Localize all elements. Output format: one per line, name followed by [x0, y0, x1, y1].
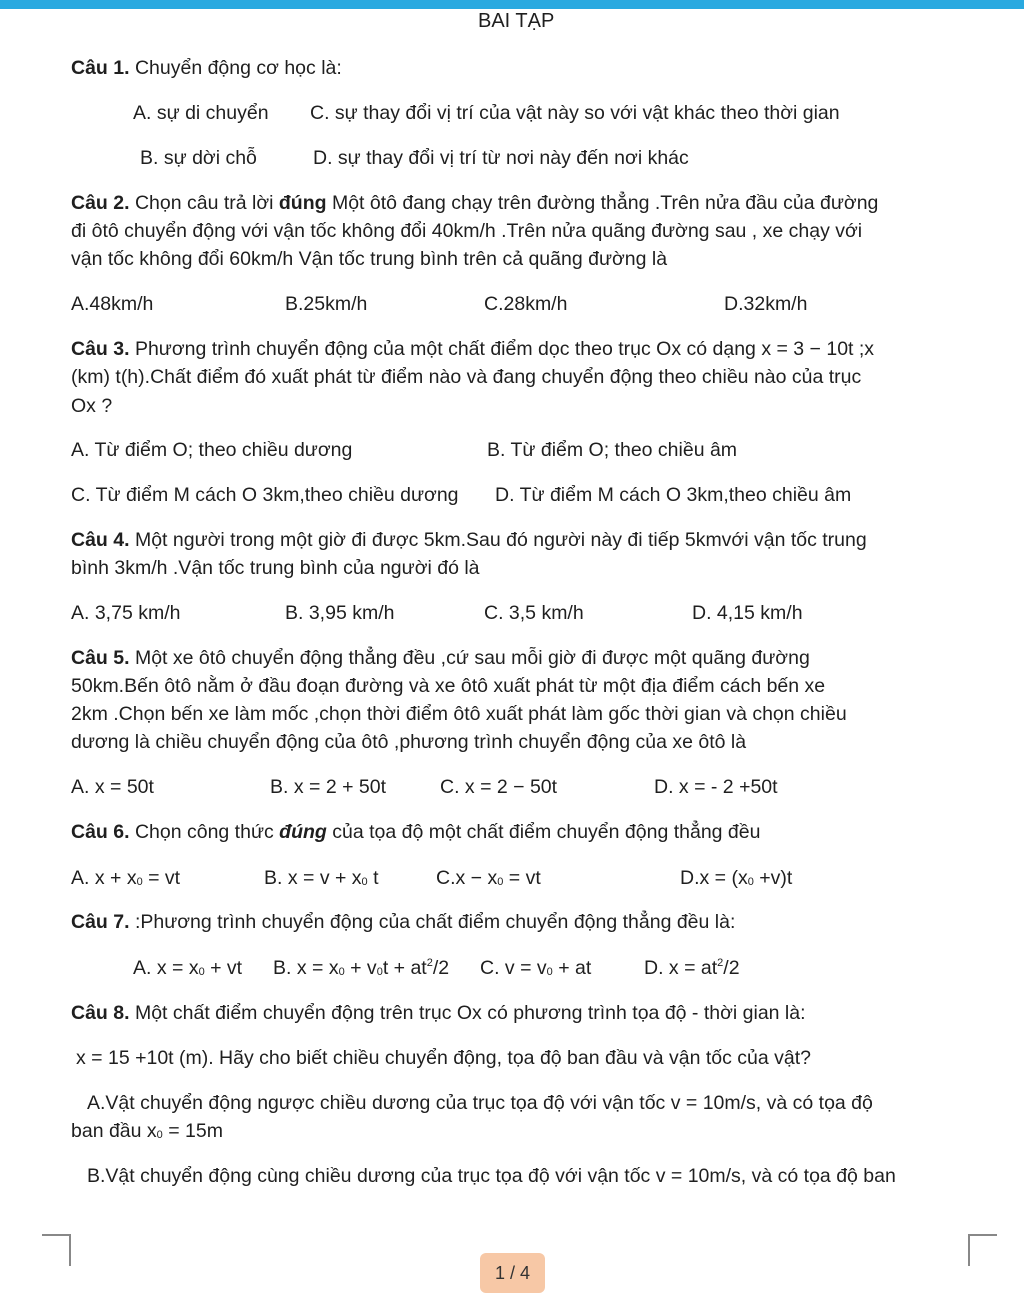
q1-option-d: D. sự thay đổi vị trí từ nơi này đến nơi khác — [313, 147, 689, 169]
question-6 — [71, 823, 760, 843]
question-label: Câu 4. — [71, 529, 130, 551]
q8-option-a-line-1: A.Vật chuyển động ngược chiều dương của trục tọa độ với vận tốc v = 10m/s, và có tọa độ — [87, 1092, 873, 1114]
q4-line-2: bình 3km/h .Vận tốc trung bình của người đó là — [71, 557, 480, 579]
question-label: Câu 2. — [71, 192, 130, 214]
question-text: Một xe ôtô chuyển động thẳng đều ,cứ sau mỗi giờ đi được một quãng đường — [129, 647, 810, 669]
question-text: Một người trong một giờ đi được 5km.Sau đó người này đi tiếp 5kmvới vận tốc trung — [129, 529, 867, 551]
q2-option-d: D.32km/h — [724, 293, 808, 315]
question-label: Câu 7. — [71, 911, 130, 933]
q2-option-c: C.28km/h — [484, 293, 568, 315]
q4-option-a: A. 3,75 km/h — [71, 602, 181, 624]
question-text: Phương trình chuyển động của một chất điểm dọc theo trục Ox có dạng x = 3 − 10t ;x — [129, 338, 875, 360]
q7-option-c: C. $v = v_0$ + at — [480, 957, 592, 979]
question-label: Câu 8. — [71, 1002, 130, 1024]
q4-option-d: D. 4,15 km/h — [692, 602, 803, 624]
q7-option-a: A. $x = x_0$ + vt — [133, 957, 243, 979]
question-label: Câu 6. — [71, 821, 130, 843]
q8-equation: x = 15 +10t (m). Hãy cho biết chiều chuyển động, tọa độ ban đầu và vận tốc của vật? — [76, 1047, 811, 1069]
q5-line-4: dương là chiều chuyển động của ôtô ,phương trình chuyển động của xe ôtô là — [71, 731, 747, 753]
q3-line-2: (km) t(h).Chất điểm đó xuất phát từ điểm nào và đang chuyển động theo chiều nào của trục — [71, 366, 862, 388]
q6-option-b: B. $x = v + x_0$ t — [264, 867, 379, 889]
q1-option-a: A. sự di chuyển — [133, 102, 269, 124]
q3-line-3: Ox ? — [71, 395, 113, 417]
q2-line-3: vận tốc không đổi 60km/h Vận tốc trung bình trên cả quãng đường là — [71, 248, 668, 270]
q1-option-b: B. sự dời chỗ — [140, 147, 257, 169]
question-7 — [71, 913, 735, 933]
q6-option-a: A. $x + x_0$ = vt — [71, 867, 181, 889]
q2-option-a: A.48km/h — [71, 293, 154, 315]
question-text: Chuyển động cơ học là: — [129, 57, 342, 79]
q3-option-c: C. Từ điểm M cách O 3km,theo chiều dương — [71, 484, 459, 506]
top-accent-bar — [0, 0, 1024, 9]
question-3 — [71, 340, 874, 360]
question-label: Câu 5. — [71, 647, 130, 669]
page-indicator: 1 / 4 — [480, 1253, 545, 1293]
question-label: Câu 3. — [71, 338, 130, 360]
q4-option-b: B. 3,95 km/h — [285, 602, 395, 624]
q8-option-b-line-1: B.Vật chuyển động cùng chiều dương của trục tọa độ với vận tốc v = 10m/s, và có tọa độ ban — [87, 1165, 896, 1187]
q3-option-b: B. Từ điểm O; theo chiều âm — [487, 439, 738, 461]
question-1 — [71, 59, 342, 79]
page-corner-mark-right — [968, 1234, 997, 1266]
q8-option-a-line-2: ban đầu $x_0 = 15m$ — [71, 1120, 223, 1142]
q5-line-3: 2km .Chọn bến xe làm mốc ,chọn thời điểm ôtô xuất phát làm gốc thời gian và chọn chiều — [71, 703, 847, 725]
question-text: Một chất điểm chuyển động trên trục Ox có phương trình tọa độ - thời gian là: — [129, 1002, 806, 1024]
q2-line-2: đi ôtô chuyển động với vận tốc không đổi 40km/h .Trên nửa quãng đường sau , xe chạy với — [71, 220, 863, 242]
question-text: :Phương trình chuyển động của chất điểm chuyển động thẳng đều là: — [129, 911, 736, 933]
q7-option-d: D. $x = at^2/2$ — [644, 957, 740, 979]
q5-option-c: C. x = 2 − 50t — [440, 776, 558, 798]
q5-line-2: 50km.Bến ôtô nằm ở đầu đoạn đường và xe ôtô xuất phát từ một địa điểm cách bến xe — [71, 675, 826, 697]
question-text-pre: Chọn câu trả lời — [129, 192, 279, 214]
question-text-post: Một ôtô đang chạy trên đường thẳng .Trên nửa đầu của đường — [326, 192, 879, 214]
question-4 — [71, 531, 867, 551]
question-5 — [71, 649, 810, 669]
question-emphasis: đúng — [279, 821, 327, 843]
q6-option-d: $D.x = (x_0 +v)t$ — [680, 867, 793, 889]
q6-option-c: $C.x - x_0$ = vt — [436, 867, 541, 889]
q1-option-c: C. sự thay đổi vị trí của vật này so với vật khác theo thời gian — [310, 102, 840, 124]
question-label: Câu 1. — [71, 57, 130, 79]
q5-option-d: D. x = - 2 +50t — [654, 776, 778, 798]
question-text-post: của tọa độ một chất điểm chuyển động thẳng đều — [326, 821, 761, 843]
question-8 — [71, 1004, 806, 1024]
q2-option-b: B.25km/h — [285, 293, 368, 315]
q7-option-b: B. $x = x_0 + v_0t + at^2/2$ — [273, 957, 450, 979]
q5-option-a: A. x = 50t — [71, 776, 154, 798]
page-title: BAI TẠP — [478, 10, 555, 32]
question-2 — [71, 194, 878, 214]
q3-option-a: A. Từ điểm O; theo chiều dương — [71, 439, 353, 461]
question-text-pre: Chọn công thức — [129, 821, 280, 843]
q3-option-d: D. Từ điểm M cách O 3km,theo chiều âm — [495, 484, 852, 506]
q4-option-c: C. 3,5 km/h — [484, 602, 584, 624]
page-corner-mark-left — [42, 1234, 71, 1266]
q5-option-b: B. x = 2 + 50t — [270, 776, 386, 798]
question-emphasis: đúng — [278, 192, 327, 214]
